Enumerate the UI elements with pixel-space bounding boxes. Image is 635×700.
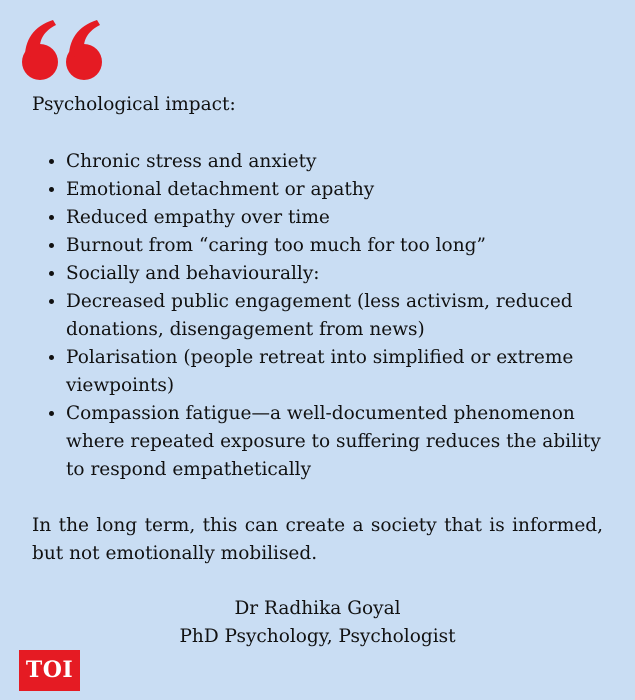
list-item: • Socially and behaviourally: — [66, 260, 612, 288]
list-item: • Emotional detachment or apathy — [66, 176, 612, 204]
toi-logo: TOI — [19, 650, 80, 691]
list-item: • Polarisation (people retreat into simplified or extreme viewpoints) — [66, 344, 612, 400]
list-item: • Chronic stress and anxiety — [66, 148, 612, 176]
open-quote-icon — [20, 16, 106, 82]
list-item: • Burnout from “caring too much for too long” — [66, 232, 612, 260]
impact-list — [32, 148, 612, 484]
author-title: PhD Psychology, Psychologist — [179, 626, 456, 647]
list-item: • Decreased public engagement (less activism, reduced donations, disengagement from news) — [66, 288, 612, 344]
author-name: Dr Radhika Goyal — [234, 598, 401, 619]
list-item: • Reduced empathy over time — [66, 204, 612, 232]
section-heading: Psychological impact: — [32, 94, 236, 115]
list-item: • Compassion fatigue—a well-documented phenomenon where repeated exposure to suffering reduces the ability to respond empathetically — [66, 400, 612, 484]
conclusion-paragraph: In the long term, this can create a society that is informed, but not emotionally mobilised. — [32, 515, 603, 564]
